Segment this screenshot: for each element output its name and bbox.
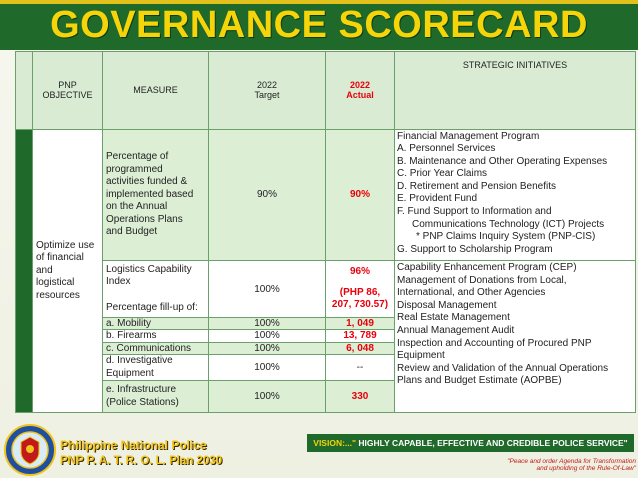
measure-cell: c. Communications	[103, 342, 209, 354]
vision-text: HIGHLY CAPABLE, EFFECTIVE AND CREDIBLE POLICE SERVICE"	[356, 438, 628, 448]
measure-cell: d. Investigative Equipment	[103, 354, 209, 381]
header-row	[16, 52, 636, 130]
actual-cell: 96% (PHP 86, 207, 730.57)	[326, 261, 395, 318]
measure-cell: e. Infrastructure (Police Stations)	[103, 381, 209, 413]
patrol-plan-label: PNP P. A. T. R. O. L. Plan 2030	[60, 455, 223, 467]
measure-subheading: Percentage fill-up of:	[106, 301, 198, 313]
header-actual-label: Actual	[346, 90, 374, 101]
measure-cell: Logistics Capability Index Percentage fill-up of:	[103, 261, 209, 318]
vision-label: VISION:..."	[313, 438, 357, 448]
header-objective: PNP OBJECTIVE	[33, 52, 103, 130]
header-actual	[326, 52, 395, 130]
header-target-label: Target	[254, 90, 280, 101]
header-measure: MEASURE	[103, 52, 209, 130]
actual-cell: 6, 048	[326, 342, 395, 354]
target-cell: 90%	[209, 129, 326, 261]
actual-cell: 13, 789	[326, 330, 395, 342]
initiative-item: A. Personnel Services	[397, 143, 496, 155]
org-name: Philippine National Police	[60, 438, 207, 452]
initiative-item: E. Provident Fund	[397, 193, 478, 205]
perspective-cell	[16, 129, 33, 412]
initiative-item: Disposal Management	[397, 299, 497, 311]
actual-cell: 330	[326, 381, 395, 413]
initiative-item: Capability Enhancement Program (CEP)	[397, 262, 577, 274]
target-cell: 100%	[209, 318, 326, 330]
governance-scorecard-table	[15, 51, 636, 413]
initiative-item: Communications Technology (ICT) Projects	[412, 218, 605, 230]
initiatives-group-1	[395, 129, 636, 261]
table-row	[16, 129, 636, 261]
actual-cell: 90%	[326, 129, 395, 261]
target-cell: 100%	[209, 330, 326, 342]
objective-cell: Optimize use of financial and logistical resources	[33, 129, 103, 412]
initiative-item: Review and Validation of the Annual Operations	[397, 362, 609, 374]
header-target	[209, 52, 326, 130]
header-initiatives: STRATEGIC INITIATIVES	[395, 52, 636, 130]
table-row	[16, 261, 636, 318]
initiative-item: Plans and Budget Estimate (AOPBE)	[397, 375, 562, 387]
measure-cell: a. Mobility	[103, 318, 209, 330]
target-cell: 100%	[209, 342, 326, 354]
actual-cell: --	[326, 354, 395, 381]
initiative-item: International, and Other Agencies	[397, 287, 546, 299]
vision-banner	[307, 434, 634, 452]
initiative-item: F. Fund Support to Information and	[397, 206, 552, 218]
initiative-item: Real Estate Management	[397, 312, 510, 324]
measure-cell: b. Firearms	[103, 330, 209, 342]
actual-cell: 1, 049	[326, 318, 395, 330]
measure-cell: Percentage of programmed activities funded & implemented based on the Annual Operations Plans and Budget	[103, 129, 209, 261]
tagline: "Peace and order Agenda for Transformation and upholding of the Rule-Of-Law"	[507, 458, 636, 472]
pnp-seal-logo	[4, 424, 56, 476]
initiative-item: G. Support to Scholarship Program	[397, 243, 553, 255]
initiative-item: Financial Management Program	[397, 130, 540, 142]
target-cell: 100%	[209, 261, 326, 318]
initiative-item: Annual Management Audit	[397, 324, 515, 336]
initiatives-group-2	[395, 261, 636, 413]
page-title: GOVERNANCE SCORECARD	[50, 4, 588, 46]
initiative-item: D. Retirement and Pension Benefits	[397, 180, 556, 192]
initiative-item: * PNP Claims Inquiry System (PNP-CIS)	[416, 231, 596, 243]
initiative-item: Inspection and Accounting of Procured PNP	[397, 337, 592, 349]
header-perspective	[16, 52, 33, 130]
initiative-item: Management of Donations from Local,	[397, 274, 567, 286]
initiative-item: C. Prior Year Claims	[397, 168, 488, 180]
header-actual-year: 2022	[349, 80, 371, 91]
target-cell: 100%	[209, 381, 326, 413]
header-target-year: 2022	[256, 80, 278, 91]
initiative-item: B. Maintenance and Other Operating Expenses	[397, 155, 608, 167]
target-cell: 100%	[209, 354, 326, 381]
initiative-item: Equipment	[397, 350, 445, 362]
